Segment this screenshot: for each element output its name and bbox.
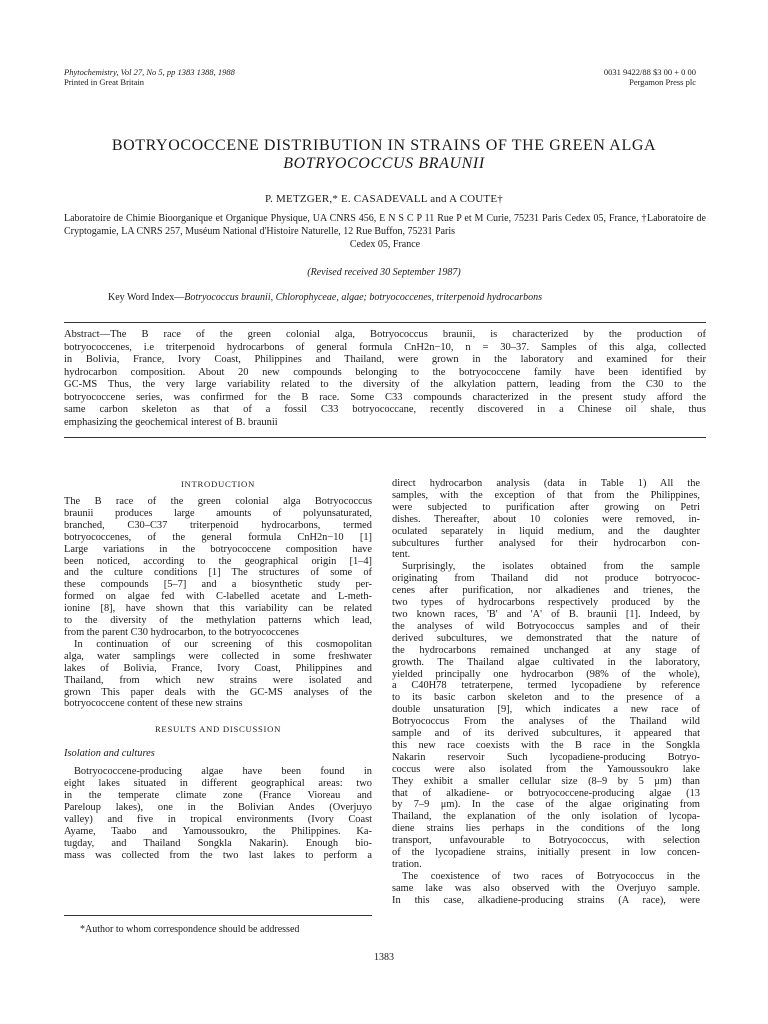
text-line: this new race coexists with the B race in the Songkla [392, 739, 700, 751]
left-column [64, 478, 372, 862]
text-line: been noticed, according to the geographical origin [1–4] [64, 555, 372, 567]
abstract-bottom-rule [64, 437, 706, 438]
results-heading: RESULTS AND DISCUSSION [154, 724, 282, 735]
text-line: of the lycopadiene strains, initially present in low concen- [392, 847, 700, 859]
text-line: tent. [392, 549, 411, 561]
abstract [64, 329, 706, 429]
text-line: that of alkadiene- or botryococcene-producing algae (13 [392, 787, 700, 799]
abstract-line: hydrocarbon composition. About 20 new compounds belonging to the botryococcene family have been identified by [64, 366, 706, 378]
text-line: Thailand, the explanation of the only isolation of lycopa- [392, 811, 700, 823]
text-line: braunii produces large amounts of polyunsaturated, [64, 507, 372, 519]
text-line: mass was collected from the two last lakes to perform a [64, 849, 372, 861]
text-line: tugday, and Thailand Songkla Nakarin). Enough bio- [64, 837, 372, 849]
text-line: Botryococcus From the analyses of the Thailand wild [392, 716, 700, 728]
abstract-line: GC-MS Thus, the very large variability related to the diversity of the alkylation pattern, leading from the C30 to the [64, 379, 706, 390]
text-line: coccus were also isolated from the Yamoussoukro lake [392, 763, 700, 775]
text-line: the analyses of wild Botryococcus samples and of their [392, 620, 700, 632]
text-line: direct hydrocarbon analysis (data in Table 1) All the [392, 478, 700, 489]
revised-date: (Revised received 30 September 1987) [307, 267, 461, 278]
text-line: ionine [8], have shown that this variability can be related [64, 603, 372, 615]
isolation-subheading: Isolation and cultures [64, 748, 155, 760]
text-line: a C40H78 tetraterpene, termed lycopadiene by reference [392, 680, 700, 692]
text-line: Pareloup lakes), one in the Bolivian Andes (Overjuyo [64, 802, 372, 814]
text-line: sample and of its derived subcultures, it appeared that [392, 728, 700, 740]
text-line: botryococcene content of these new strains [64, 698, 243, 710]
page-number: 1383 [374, 952, 394, 963]
text-line: oculated separately in liquid medium, and the daughter [392, 525, 700, 537]
text-line: samples, with the exception of that from the Philippines, [392, 489, 700, 501]
text-line: Surprisingly, the isolates obtained from the sample [402, 561, 700, 573]
abstract-line: botryococcene series, was confirmed for the B race. Some C33 compounds characterized in the present study afford the [64, 391, 706, 403]
abstract-line: in Bolivia, France, Ivory Coast, Philippines and Thailand, were grown in the laboratory and examined for their [64, 354, 706, 365]
text-line: yielded principally one hydrocarbon (98% of the whole), [392, 668, 700, 680]
printed-in: Printed in Great Britain [64, 77, 145, 87]
title-line-1: BOTRYOCOCCENE DISTRIBUTION IN STRAINS OF THE GREEN ALGA [111, 137, 657, 154]
title-line-2: BOTRYOCOCCUS BRAUNII [283, 155, 485, 172]
journal-citation: Phytochemistry, Vol 27, No 5, pp 1383 1388, 1988 [64, 67, 235, 77]
text-line: They exhibit a smaller cellular size (8–9 by 5 μm) than [392, 775, 700, 787]
text-line: alga, water samplings were collected in some freshwater [64, 650, 372, 662]
text-line: these compounds [5–7] and a biosynthetic study per- [64, 579, 372, 591]
text-line: to the diversity of the methylation patterns which lead, [64, 615, 372, 627]
text-line: grown This paper deals with the GC-MS analyses of the [64, 686, 372, 698]
text-line: transport, unfavourable to Botryococcus, with selection [392, 835, 700, 847]
abstract-line: Abstract—The B race of the green colonial alga, Botryococcus braunii, is characterized by the production of [64, 329, 706, 340]
publisher: Pergamon Press plc [629, 77, 696, 87]
text-line: lakes of Bolivia, France, Ivory Coast, Philippines and [64, 662, 372, 674]
abstract-line: same carbon skeleton as that of a fossil C33 botryococcane, recently discovered in a Chinese oil shale, thus [64, 404, 706, 415]
citation-right [604, 67, 696, 87]
text-line: derived subcultures, we demonstrated that the nature of [392, 632, 700, 644]
text-line: dishes. Thereafter, about 10 colonies were removed, in- [392, 513, 700, 525]
text-line: Large variations in the botryococcene composition have [64, 543, 372, 555]
text-line: Thailand, from which new strains were isolated and [64, 674, 372, 686]
article-title [60, 137, 708, 173]
text-line: were subjected to purification after growing on Petri [392, 501, 700, 513]
text-line: diene strains lies perhaps in the conditions of the long [392, 823, 700, 835]
text-line: to its basic carbon skeleton and to the presence of a [392, 692, 700, 704]
text-line: botryococcenes, of the general formula CnH2n−10 [1] [64, 531, 372, 543]
text-line: Ayame, Taabo and Yamoussoukro, the Philippines. Ka- [64, 825, 372, 837]
text-line: two known races, 'B' and 'A' of B. braunii [1]. Indeed, by [392, 608, 700, 620]
right-column [392, 478, 700, 907]
text-line: tration. [392, 859, 422, 870]
affiliation-line: 05, France, †Laboratoire de Cryptogamie, LA CNRS 257, Muséum National d'Histoire Naturelle, 12 Rue Buffon, 75231 Paris [64, 213, 707, 237]
text-line: and the culture conditions [1] The structures of some of [64, 567, 372, 579]
text-line: The coexistence of two races of Botryococcus in the [402, 870, 700, 882]
text-line: originating from Thailand did not produce botryococ- [392, 573, 700, 585]
keyword-index [108, 292, 708, 303]
footnote-rule [64, 915, 372, 916]
text-line: In this case, alkadiene-producing strains (A race), were [392, 894, 700, 906]
text-line: formed on algae fed with C-labelled acetate and L-meth- [64, 591, 372, 603]
text-line: Botryococcene-producing algae have been found in [74, 766, 372, 778]
citation-left [64, 67, 235, 87]
text-line: two types of hydrocarbons respectively produced by the [392, 597, 700, 609]
abstract-line: emphasizing the geochemical interest of B. braunii [64, 416, 278, 428]
text-line: The B race of the green colonial alga Botryococcus [64, 496, 372, 507]
text-line: branched, C30–C37 triterpenoid hydrocarbons, termed [64, 519, 372, 531]
authors: P. METZGER,* E. CASADEVALL and A COUTE† [265, 193, 503, 205]
footnote: *Author to whom correspondence should be addressed [80, 924, 300, 935]
affiliation [64, 212, 706, 251]
text-line: double unsaturation [9], which indicates a new race of [392, 704, 700, 716]
keyword-label: Key Word Index— [108, 292, 185, 303]
introduction-heading: INTRODUCTION [180, 479, 256, 489]
abstract-top-rule [64, 322, 706, 323]
issn-price: 0031 9422/88 $3 00 + 0 00 [603, 67, 696, 77]
text-line: same lake was also observed with the Overjuyo sample. [392, 882, 700, 894]
text-line: eight lakes situated in different geographical areas: two [64, 778, 372, 790]
affiliation-line: Laboratoire de Chimie Bioorganique et Organique Physique, UA CNRS 456, E N S C P 11 Rue P et M Curie, 75231 Paris Cedex [64, 213, 591, 224]
text-line: by 7–9 μm). In the case of the algae originating from [392, 799, 700, 811]
affiliation-line: Cedex 05, France [349, 239, 421, 250]
abstract-line: botryococcenes, i.e triterpenoid hydrocarbons of general formula CnH2n−10, n = 30–37. Samples of this alga, collected [64, 341, 706, 353]
keyword-text: Botryococcus braunii, Chlorophyceae, algae; botryococcenes, triterpenoid hydrocarbons [184, 292, 543, 303]
text-line: in the temperate climate zone (France Vioreau and [64, 790, 372, 802]
text-line: growth. The Thailand algae cultivated in the laboratory, [392, 656, 700, 668]
text-line: subcultures further analysed for their hydrocarbon con- [392, 537, 700, 549]
text-line: In continuation of our screening of this cosmopolitan [74, 638, 372, 650]
text-line: from the parent C30 hydrocarbon, to the botryococcenes [64, 626, 299, 638]
text-line: the hydrocarbons remained unchanged at any stage of [392, 644, 700, 656]
text-line: valley) and five in tropical environments (Ivory Coast [64, 813, 372, 825]
text-line: Nakarin reservoir Such lycopadiene-producing Botryo- [392, 751, 700, 763]
text-line: cenes after purification, nor alkadienes and trienes, the [392, 585, 700, 597]
